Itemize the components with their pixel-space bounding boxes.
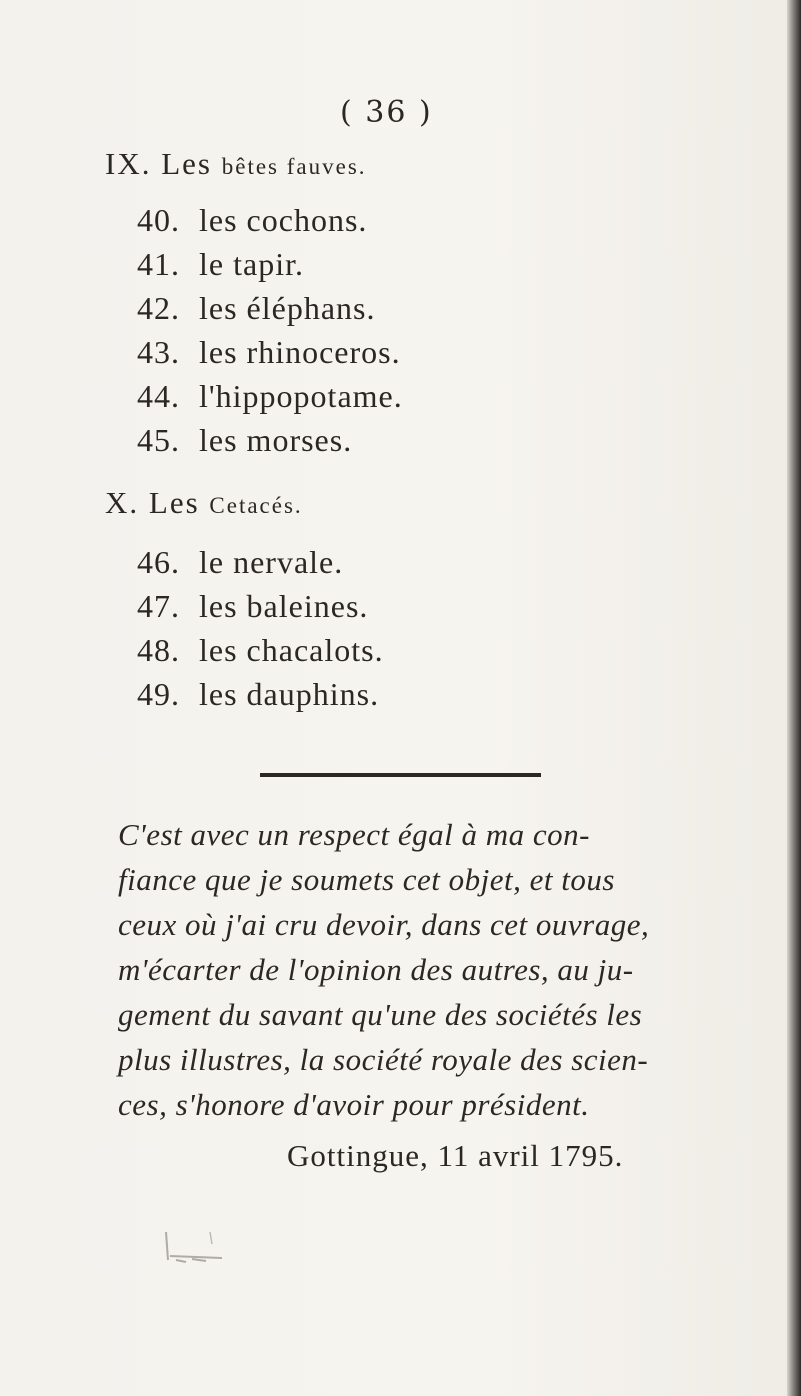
- page-edge-shadow: [787, 0, 801, 1396]
- page-number: ( 36 ): [340, 95, 433, 130]
- paragraph-line: m'écarter de l'opinion des autres, au ju-: [118, 952, 634, 987]
- horizontal-rule: [260, 773, 541, 777]
- item-number: 45.: [137, 422, 180, 458]
- item-number: 43.: [137, 334, 180, 370]
- list-item: [137, 198, 403, 242]
- item-number: 49.: [137, 676, 180, 712]
- item-number: 48.: [137, 632, 180, 668]
- list-item: [137, 286, 403, 330]
- list-item: [137, 628, 384, 672]
- section-numeral: IX.: [105, 146, 152, 181]
- item-text: les dauphins.: [199, 676, 380, 712]
- list-item: [137, 540, 384, 584]
- list-item: [137, 330, 403, 374]
- item-number: 41.: [137, 246, 180, 282]
- section-title-cap: Les: [148, 485, 200, 520]
- section-ix-heading: [105, 146, 367, 182]
- section-x-heading: [105, 485, 303, 521]
- list-item: [137, 418, 403, 462]
- section-title-rest: Cetacés.: [209, 493, 303, 518]
- item-number: 46.: [137, 544, 180, 580]
- paragraph-line: C'est avec un respect égal à ma con-: [118, 817, 590, 852]
- paragraph-line: plus illustres, la société royale des scien-: [118, 1042, 649, 1077]
- library-stamp-mark: [162, 1226, 228, 1266]
- section-title-cap: Les: [161, 146, 212, 181]
- item-text: les éléphans.: [199, 290, 376, 326]
- section-numeral: X.: [105, 485, 140, 520]
- item-text: les baleines.: [199, 588, 369, 624]
- paragraph-line: fiance que je soumets cet objet, et tous: [118, 862, 615, 897]
- item-text: l'hippopotame.: [199, 378, 403, 414]
- item-text: le nervale.: [199, 544, 344, 580]
- item-number: 40.: [137, 202, 180, 238]
- item-text: le tapir.: [199, 246, 304, 282]
- list-item: [137, 672, 384, 716]
- list-item: [137, 242, 403, 286]
- paragraph-line: gement du savant qu'une des sociétés les: [118, 997, 643, 1032]
- item-number: 44.: [137, 378, 180, 414]
- item-number: 42.: [137, 290, 180, 326]
- item-number: 47.: [137, 588, 180, 624]
- list-item: [137, 374, 403, 418]
- item-text: les cochons.: [199, 202, 368, 238]
- item-text: les morses.: [199, 422, 353, 458]
- place-date-signoff: Gottingue, 11 avril 1795.: [287, 1138, 624, 1173]
- closing-paragraph: [118, 812, 714, 1127]
- item-text: les chacalots.: [199, 632, 384, 668]
- paragraph-line: ces, s'honore d'avoir pour président.: [118, 1087, 590, 1122]
- item-text: les rhinoceros.: [199, 334, 401, 370]
- paragraph-line: ceux où j'ai cru devoir, dans cet ouvrage,: [118, 907, 650, 942]
- section-ix-list: [137, 198, 403, 462]
- section-title-rest: bêtes fauves.: [221, 154, 367, 179]
- list-item: [137, 584, 384, 628]
- section-x-list: [137, 540, 384, 716]
